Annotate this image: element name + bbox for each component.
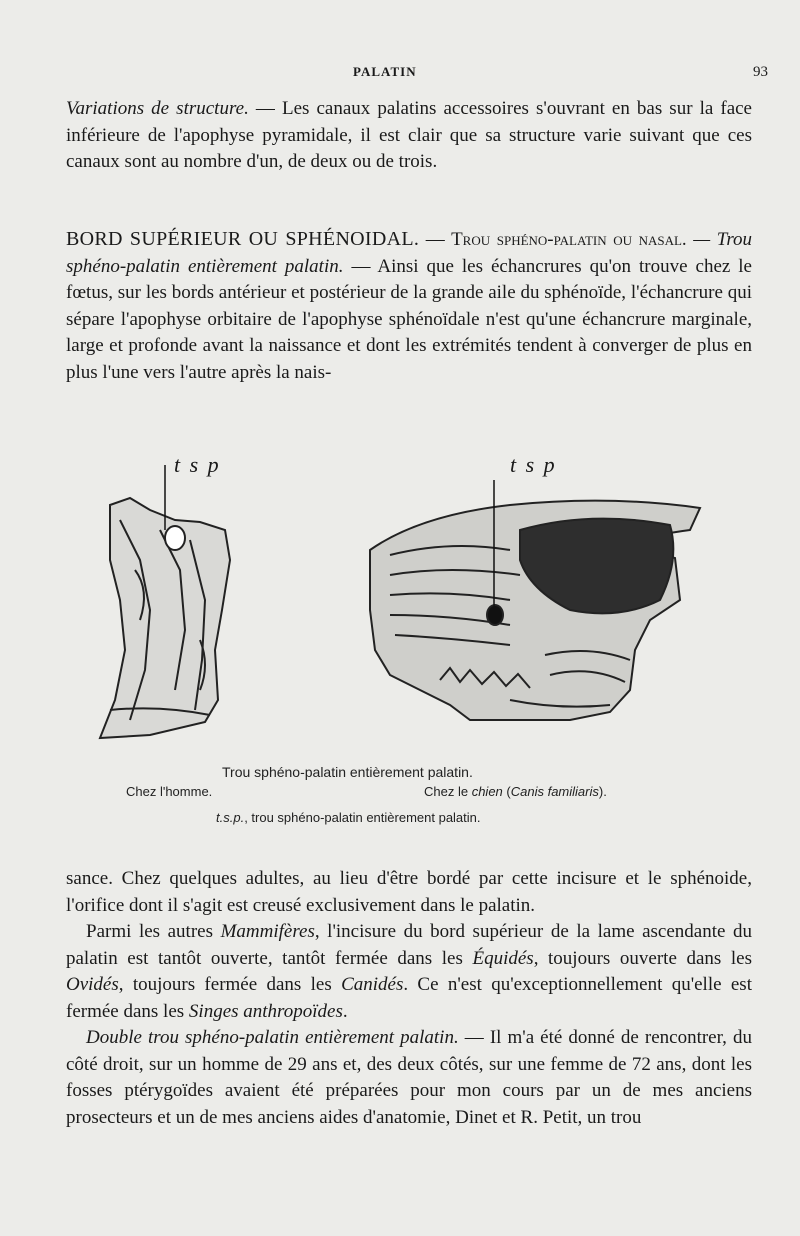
italic-run: Singes anthropoïdes — [188, 1000, 343, 1022]
section-subheading: — Trou sphéno-palatin ou nasal. — [419, 229, 687, 250]
figure-caption: Trou sphéno-palatin entièrement palatin. — [222, 764, 473, 780]
caption-right-species: Canis familiaris — [510, 784, 599, 799]
dog-palatine-drawing — [370, 501, 700, 720]
text-run: Parmi les autres — [86, 921, 221, 942]
legend-abbrev: t.s.p. — [216, 810, 245, 825]
section-italic: — Trou sphéno-palatin entièrement palatin. — [66, 229, 753, 277]
text-run: — Il m'a été donné de rencontrer, du côté droit, sur un homme de 29 ans et, des deux côtés, sur une femme de 72 ans, dont les fosses ptérygoïdes avaient été préparées pour mon cours par un de mes anciens prosecteurs et un de mes anciens aides d'anatomie, Dinet et R. Petit, un trou — [66, 1027, 752, 1128]
figure-caption-right — [424, 784, 607, 799]
paragraph-text: — Les canaux palatins accessoires s'ouvrant en bas sur la face inférieure de l'apophyse pyramidale, il est clair que sa structure varie suivant que ces canaux sont au nombre d'un, de deux ou de trois. — [66, 98, 752, 172]
section-heading: BORD SUPÉRIEUR OU SPHÉNOIDAL. — [66, 228, 420, 250]
italic-run: Mammifères — [220, 921, 315, 942]
section-lead: Variations de structure. — [66, 98, 249, 119]
paragraph-variations — [66, 96, 752, 176]
figure-legend-note — [216, 810, 481, 825]
human-palatine-drawing — [100, 498, 230, 738]
running-header — [0, 64, 800, 84]
figure-label-right: t s p — [510, 452, 557, 477]
paragraph-mammiferes — [66, 919, 752, 1025]
page-number: 93 — [753, 64, 768, 80]
caption-right-paren-open: ( — [502, 784, 511, 799]
legend-text: , trou sphéno-palatin entièrement palatin. — [244, 810, 481, 825]
paragraphs-continued — [66, 866, 752, 1131]
figure-label-left: t s p — [174, 452, 221, 477]
paragraph-double-trou — [66, 1025, 752, 1131]
paragraph-bord-superieur — [66, 226, 752, 386]
italic-run: Canidés — [341, 974, 404, 995]
paragraph-continuation: sance. Chez quelques adultes, au lieu d'être bordé par cette incisure et le sphénoide, l'orifice dont il s'agit est creusé exclusivement dans le palatin. — [66, 868, 752, 916]
text-run: , l'incisure du bord supérieur de la lame ascendante du palatin est tantôt ouverte, tantôt fermée dans les — [66, 921, 753, 969]
figure-illustration — [90, 450, 710, 750]
caption-right-prefix: Chez le — [424, 784, 472, 799]
figure-caption-left: Chez l'homme. — [126, 784, 213, 799]
paragraph-text: — Ainsi que les échancrures qu'on trouve chez le fœtus, sur les bords antérieur et postérieur de la grande aile du sphénoïde, l'échancrure qui sépare l'apophyse orbitaire de l'apophyse sphénoïdale n'est qu'une échancrure marginale, large et profonde avant la naissance et dont les extrémités tendent à converger de plus en plus l'une vers l'autre après la nais- — [66, 255, 752, 383]
text-run: . — [342, 1000, 348, 1022]
italic-run: Double trou sphéno-palatin entièrement palatin. — [86, 1027, 459, 1048]
caption-right-paren-close: ). — [598, 784, 607, 799]
text-run: . Ce n'est qu'exceptionnellement qu'elle est fermée dans les — [66, 974, 752, 1022]
italic-run: Équidés — [472, 947, 534, 969]
text-run: , toujours fermée dans les — [118, 974, 342, 995]
caption-right-italic: chien — [471, 784, 503, 799]
text-run: , toujours ouverte dans les — [533, 947, 752, 969]
italic-run: Ovidés — [66, 974, 119, 995]
figure — [90, 450, 710, 750]
running-title: PALATIN — [353, 64, 417, 79]
